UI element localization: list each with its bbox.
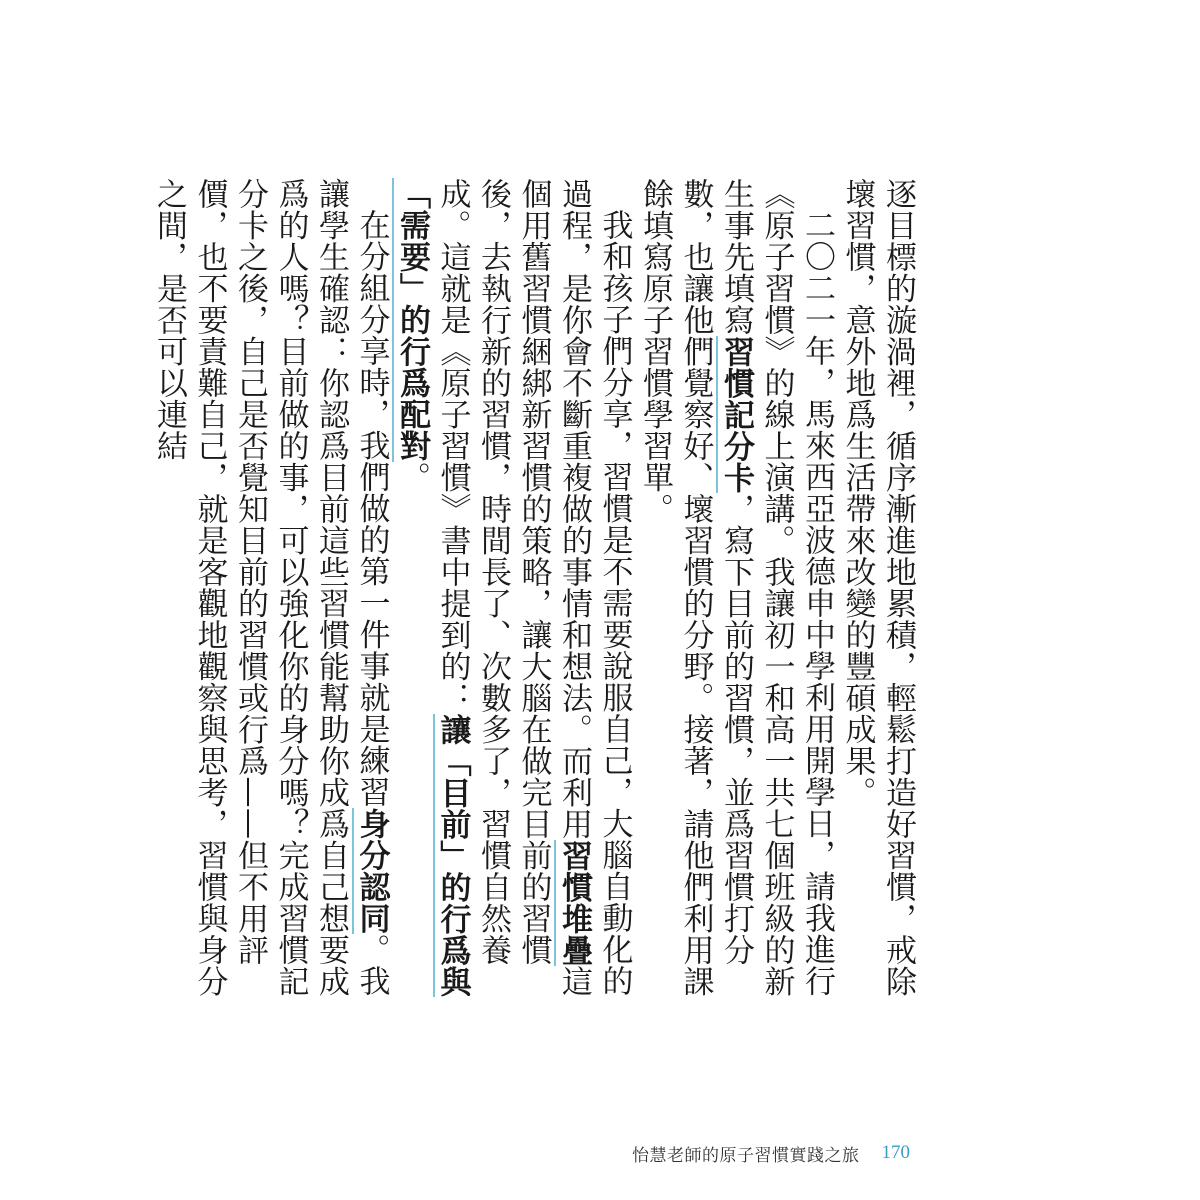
text-run: ，寫下目前的習慣，並爲習慣打分數，也讓他們覺察好、壞習慣的分野。接著，請他們利用課餘填寫原子習慣學習單。 [637,178,754,997]
text-run: 這個用舊習慣綑綁新習慣的策略，讓大腦在做完目前的習慣後，去執行新的習慣，時間長了、次數多了，習慣自然養成。這就是《原子習慣》書中提到的： [434,178,592,997]
text-run: 我和孩子們分享，習慣是不需要說服自己，大腦自動化的過程，是你會不斷重複做的事情和想法。而利用 [556,178,633,997]
text-run: 。我讓學生確認：你認爲目前這些習慣能幫助你成爲自己想要成爲的人嗎？目前做的事，可以強化你的身分嗎？完成習慣記分卡之後，自己是否覺知目前的習慣或行爲——但不用評價，也不要責難自己，就是客觀地觀察與思考，習慣與身分之間，是否可以連結 [151,178,390,997]
page-number: 170 [881,1142,910,1163]
text-run: 。 [394,461,430,493]
text-run: 在分組分享時，我們做的第一件事就是練習 [353,209,390,808]
page-footer [600,1138,920,1168]
emphasized-text: 習慣堆疊 [556,839,592,966]
emphasized-text: 身分認同 [353,807,390,934]
text-run: 逐目標的漩渦裡，循序漸進地累積，輕鬆打造好習慣，戒除壞習慣，意外地爲生活帶來改變的豐碩成果。 [839,178,916,997]
paragraph [837,178,918,998]
running-title: 怡慧老師的原子習慣實踐之旅 [632,1145,860,1166]
paragraph [392,178,635,998]
body-text [151,178,918,998]
paragraph [149,178,392,998]
text-run: 二〇二一年，馬來西亞波德申中學利用開學日，請我進行《原子習慣》的線上演講。我讓初一和高一共七個班級的新生事先填寫 [718,178,835,997]
emphasized-text: 讓「目前」的行爲與「需要」的行爲配對 [394,178,471,997]
emphasized-text: 習慣記分卡 [718,335,754,493]
paragraph [635,178,838,998]
